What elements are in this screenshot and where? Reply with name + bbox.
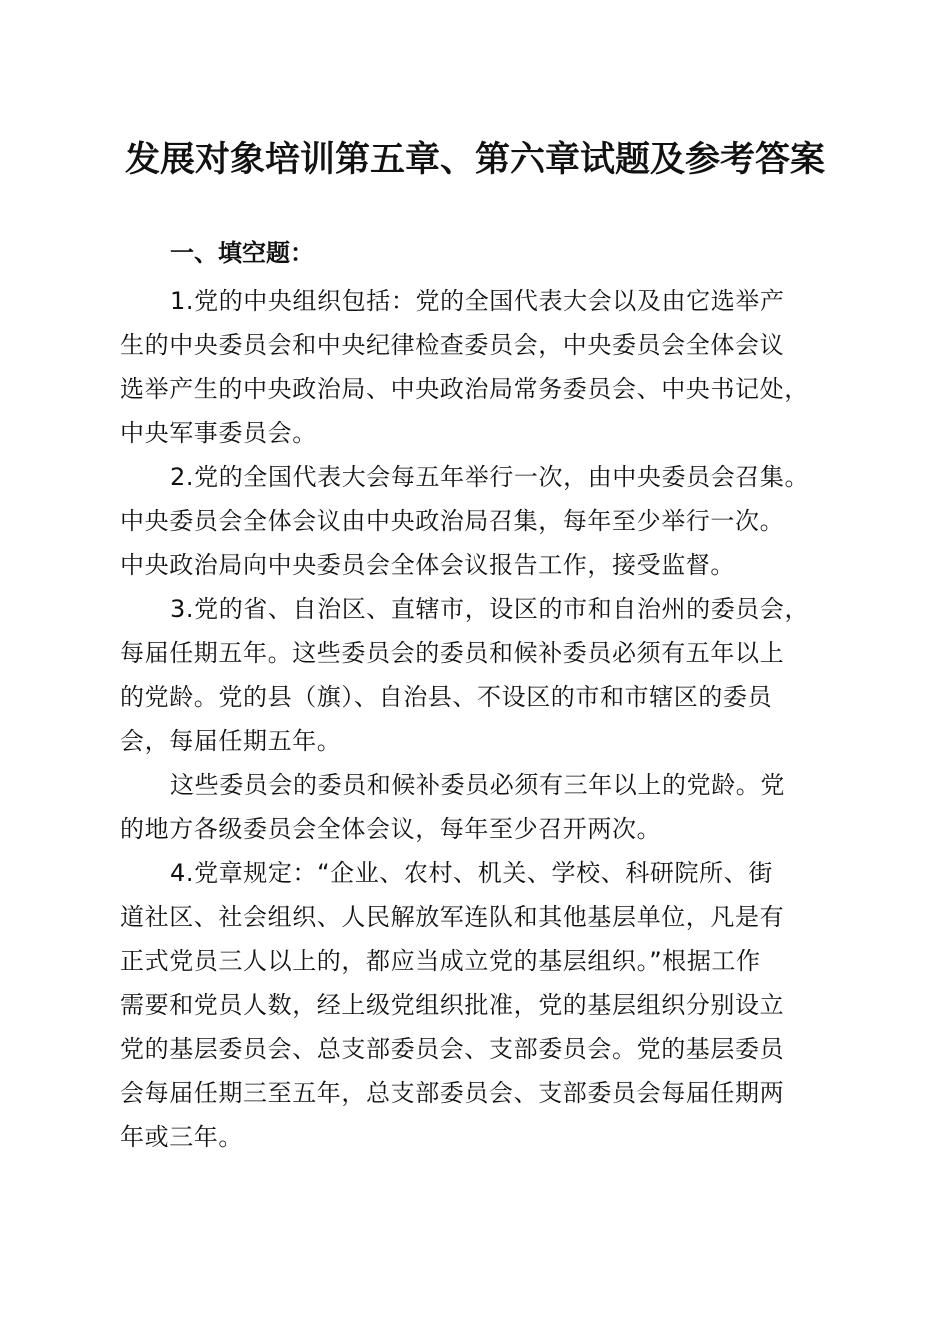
text-line: 选举产生的中央政治局、中央政治局常务委员会、中央书记处， [120, 375, 809, 403]
text-line: 党的基层委员会、总支部委员会、支部委员会。党的基层委员 [120, 1035, 785, 1063]
text-line: 需要和党员人数，经上级党组织批准，党的基层组织分别设立 [120, 991, 785, 1019]
document-body [120, 279, 840, 1159]
text-line: 正式党员三人以上的，都应当成立党的基层组织。”根据工作 [120, 947, 761, 975]
text-line: 道社区、社会组织、人民解放军连队和其他基层单位，凡是有 [120, 903, 785, 931]
document-title: 发展对象培训第五章、第六章试题及参考答案 [124, 139, 825, 180]
text-line: 1.党的中央组织包括：党的全国代表大会以及由它选举产 [170, 287, 785, 315]
paragraph [120, 279, 840, 455]
section-heading: 一、填空题： [170, 239, 314, 267]
text-line: 2.党的全国代表大会每五年举行一次，由中央委员会召集。 [170, 463, 810, 491]
text-line: 3.党的省、自治区、直辖市，设区的市和自治州的委员会， [170, 595, 810, 623]
text-line: 中央委员会全体会议由中央政治局召集，每年至少举行一次。 [120, 507, 785, 535]
text-line: 的地方各级委员会全体会议，每年至少召开两次。 [120, 815, 662, 843]
text-line: 年或三年。 [120, 1123, 243, 1151]
text-line: 中央军事委员会。 [120, 419, 317, 447]
text-line: 中央政治局向中央委员会全体会议报告工作，接受监督。 [120, 551, 735, 579]
paragraph [120, 455, 840, 587]
text-line: 会，每届任期五年。 [120, 727, 342, 755]
text-line: 的党龄。党的县（旗）、自治县、不设区的市和市辖区的委员 [120, 683, 773, 711]
text-line: 每届任期五年。这些委员会的委员和候补委员必须有五年以上 [120, 639, 785, 667]
text-line: 这些委员会的委员和候补委员必须有三年以上的党龄。党 [170, 771, 785, 799]
text-line: 4.党章规定：“企业、农村、机关、学校、科研院所、街 [170, 859, 773, 887]
paragraph [120, 587, 840, 763]
paragraph [120, 763, 840, 851]
text-line: 会每届任期三至五年，总支部委员会、支部委员会每届任期两 [120, 1079, 785, 1107]
paragraph [120, 851, 840, 1159]
text-line: 生的中央委员会和中央纪律检查委员会，中央委员会全体会议 [120, 331, 785, 359]
